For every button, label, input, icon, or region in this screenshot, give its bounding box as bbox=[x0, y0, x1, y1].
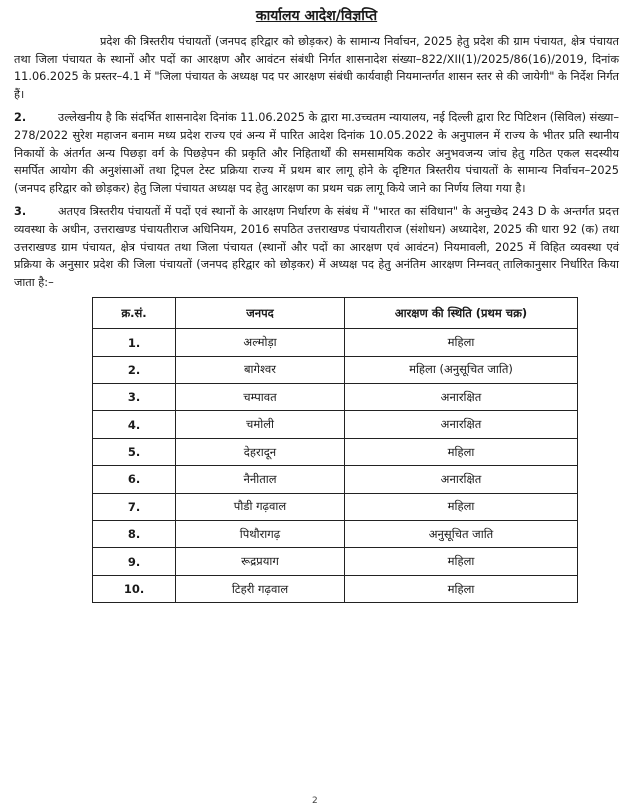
table-row bbox=[93, 356, 578, 383]
table-row bbox=[93, 521, 578, 548]
serial-cell: 1. bbox=[93, 329, 176, 356]
paragraph-3-text: अतएव त्रिस्तरीय पंचायतों में पदों एवं स्थानों के आरक्षण निर्धारण के संबंध में "भारत का संविधान" के अनुच्छेद 243 D के अन्तर्गत प्रदत्त व्यवस्था के अधीन, उत्तराखण्ड पंचायतीराज अधिनियम, 2016 सपठित उत्तराखण्ड पंचायतीराज (संशोधन) अध्यादेश, 2025 की धारा 92 (क) तथा उत्तराखण्ड ग्राम पंचायत, क्षेत्र पंचायत तथा जिला पंचायत (स्थानों और पदों का आरक्षण एवं आवंटन) नियमावली, 2025 में विहित व्यवस्था एवं प्रक्रिया के अनुसार प्रदेश की जिला पंचायतों (जनपद हरिद्वार को छोड़कर) में अध्यक्ष पद हेतु अनंतिम आरक्षण निम्नवत् तालिकानुसार निर्धारित किया जाता है:– bbox=[14, 205, 619, 289]
status-cell: महिला bbox=[345, 493, 578, 520]
serial-cell: 2. bbox=[93, 356, 176, 383]
district-cell: टिहरी गढ़वाल bbox=[176, 575, 345, 602]
status-cell: अनारक्षित bbox=[345, 384, 578, 411]
table-row bbox=[93, 384, 578, 411]
table-header-row bbox=[93, 298, 578, 329]
reservation-table-wrapper bbox=[92, 297, 578, 603]
table-row bbox=[93, 466, 578, 493]
status-cell: अनारक्षित bbox=[345, 411, 578, 438]
reservation-table bbox=[92, 297, 578, 603]
table-row bbox=[93, 329, 578, 356]
header-serial: क्र.सं. bbox=[93, 298, 176, 329]
district-cell: पिथौरागढ़ bbox=[176, 521, 345, 548]
paragraph-3-number: 3. bbox=[14, 205, 27, 219]
district-cell: बागेश्वर bbox=[176, 356, 345, 383]
district-cell: पौडी गढ़वाल bbox=[176, 493, 345, 520]
status-cell: महिला bbox=[345, 329, 578, 356]
table-row bbox=[93, 548, 578, 575]
serial-cell: 7. bbox=[93, 493, 176, 520]
paragraph-2 bbox=[14, 109, 619, 197]
table-row bbox=[93, 438, 578, 465]
district-cell: नैनीताल bbox=[176, 466, 345, 493]
header-district: जनपद bbox=[176, 298, 345, 329]
table-row bbox=[93, 575, 578, 602]
status-cell: अनुसूचित जाति bbox=[345, 521, 578, 548]
status-cell: महिला bbox=[345, 575, 578, 602]
district-cell: देहरादून bbox=[176, 438, 345, 465]
district-cell: चमोली bbox=[176, 411, 345, 438]
district-cell: रूद्रप्रयाग bbox=[176, 548, 345, 575]
serial-cell: 3. bbox=[93, 384, 176, 411]
paragraph-2-number: 2. bbox=[14, 111, 27, 125]
status-cell: महिला bbox=[345, 548, 578, 575]
district-cell: चम्पावत bbox=[176, 384, 345, 411]
status-cell: अनारक्षित bbox=[345, 466, 578, 493]
table-row bbox=[93, 411, 578, 438]
table-row bbox=[93, 493, 578, 520]
serial-cell: 4. bbox=[93, 411, 176, 438]
status-cell: महिला bbox=[345, 438, 578, 465]
serial-cell: 9. bbox=[93, 548, 176, 575]
page-number: 2 bbox=[312, 796, 318, 806]
serial-cell: 8. bbox=[93, 521, 176, 548]
paragraph-3 bbox=[14, 203, 619, 291]
serial-cell: 5. bbox=[93, 438, 176, 465]
header-reservation-status: आरक्षण की स्थिति (प्रथम चक्र) bbox=[345, 298, 578, 329]
document-title: कार्यालय आदेश/विज्ञप्ति bbox=[255, 8, 378, 24]
serial-cell: 10. bbox=[93, 575, 176, 602]
district-cell: अल्मोड़ा bbox=[176, 329, 345, 356]
paragraph-1: प्रदेश की त्रिस्तरीय पंचायतों (जनपद हरिद्वार को छोड़कर) के सामान्य निर्वाचन, 2025 हेतु प्रदेश की ग्राम पंचायत, क्षेत्र पंचायत तथा जिला पंचायत के स्थानों और पदों का आरक्षण और आवंटन संबंधी निर्गत शासनादेश संख्या–822/XII(1)/2025/86(16)/2019, दिनांक 11.06.2025 के प्रस्तर–4.1 में "जिला पंचायत के अध्यक्ष पद पर आरक्षण संबंधी कार्यवाही नियमान्तर्गत शासन स्तर से की जायेगी" के निर्देश निर्गत हैं। bbox=[14, 35, 619, 101]
paragraph-2-text: उल्लेखनीय है कि संदर्भित शासनादेश दिनांक 11.06.2025 के द्वारा मा.उच्चतम न्यायालय, नई दिल्ली द्वारा रिट पिटिशन (सिविल) संख्या–278/2022 सुरेश महाजन बनाम मध्य प्रदेश राज्य एवं अन्य में पारित आदेश दिनांक 10.05.2022 के अनुपालन में राज्य के भीतर प्रति स्थानीय निकायों के अंतर्गत अन्य पिछड़ा वर्ग के पिछड़ेपन की प्रकृति और निहितार्थों की समसामयिक कठोर अनुभवजन्य जांच हेतु गठित एकल सदस्यीय समर्पित आयोग की अनुशंसाओं तथा ट्रिपल टेस्ट प्रक्रिया राज्य में प्रथम बार लागू होने के दृष्टिगत त्रिस्तरीय पंचायतों के सामान्य निर्वाचन–2025 (जनपद हरिद्वार को छोड़कर) हेतु जिला पंचायत अध्यक्ष पद हेतु आरक्षण का प्रथम चक्र लागू किये जाने का निर्णय लिया गया है। bbox=[14, 111, 619, 195]
status-cell: महिला (अनुसूचित जाति) bbox=[345, 356, 578, 383]
serial-cell: 6. bbox=[93, 466, 176, 493]
